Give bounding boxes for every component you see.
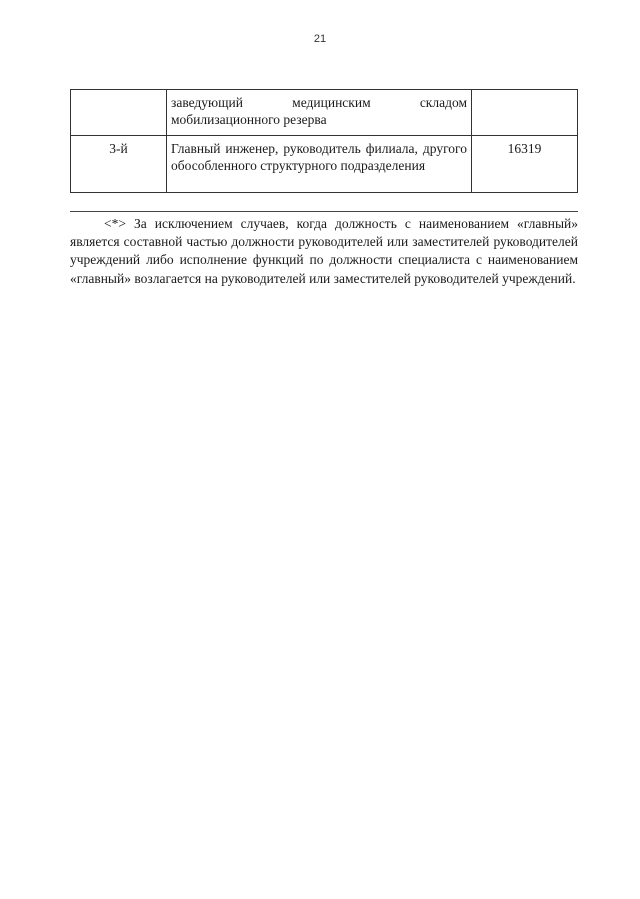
table-row [71, 90, 578, 136]
position-cell: Главный инженер, руководитель филиала, другого обособленного структурного подразделения [167, 136, 472, 193]
footnote-divider [70, 211, 578, 212]
position-cell: заведующий медицинским складом мобилизационного резерва [167, 90, 472, 136]
salary-amount-cell: 16319 [472, 136, 578, 193]
qualification-level-cell [71, 90, 167, 136]
footnote [70, 215, 578, 288]
qualification-level-cell: 3-й [71, 136, 167, 193]
footnote-text: <*> За исключением случаев, когда должность с наименованием «главный» является составной частью должности руководителей или заместителей руководителей учреждений либо исполнение функций по должности специалиста с наименованием «главный» возлагается на руководителей или заместителей руководителей учреждений. [70, 216, 578, 286]
salary-table [70, 89, 578, 193]
table-row [71, 136, 578, 193]
salary-amount-cell [472, 90, 578, 136]
page-number: 21 [313, 33, 327, 45]
